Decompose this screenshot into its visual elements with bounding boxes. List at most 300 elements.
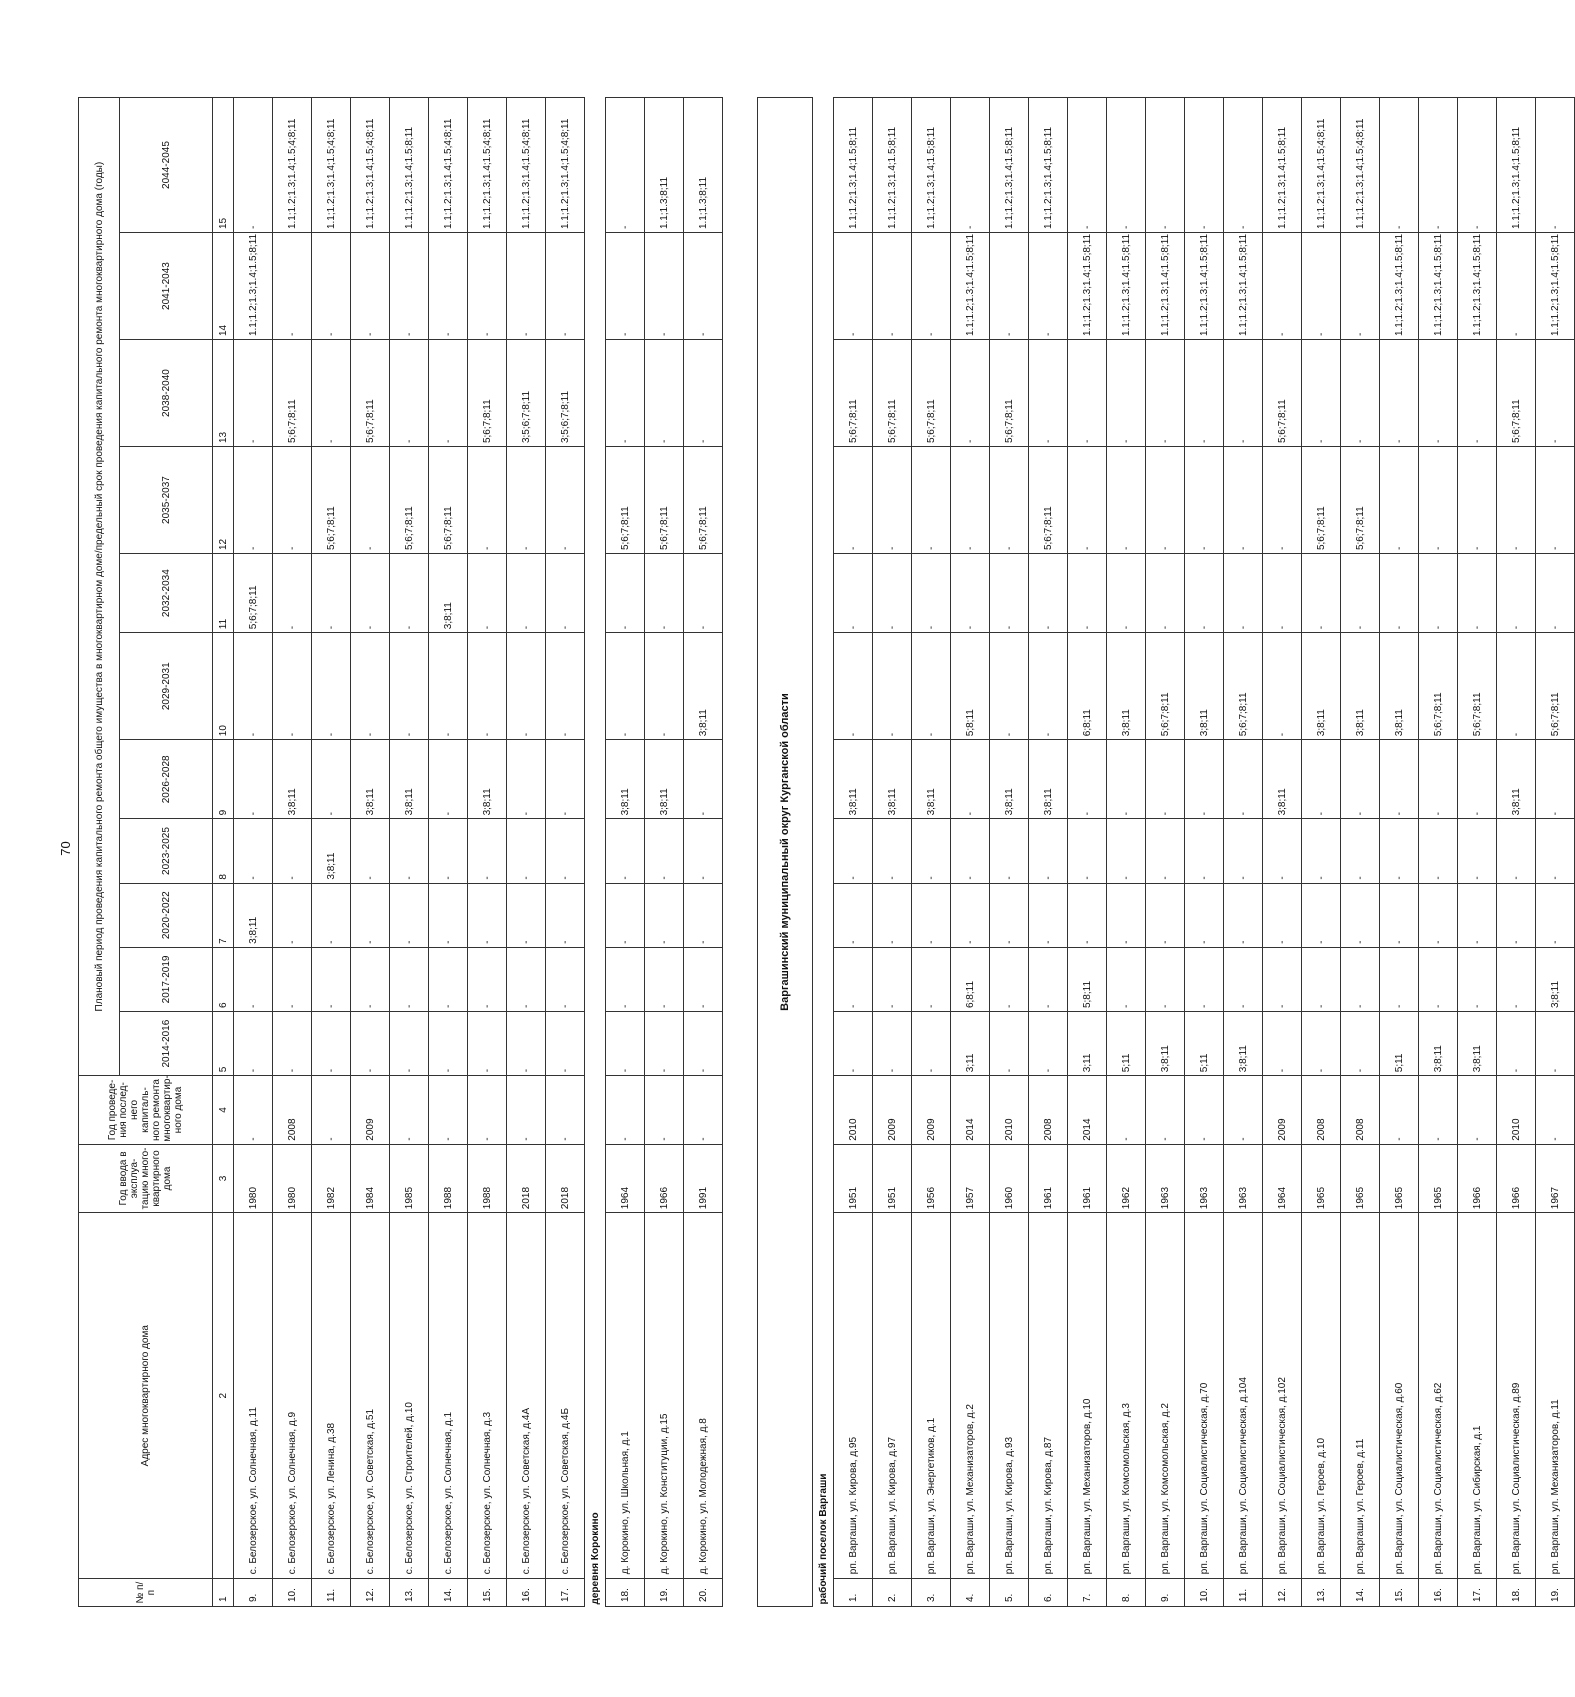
- row-number: 11.: [1224, 1579, 1263, 1607]
- row-number: 8.: [1107, 1579, 1146, 1607]
- row-period-cell: -: [1107, 98, 1146, 233]
- column-number: 4: [213, 1076, 234, 1144]
- row-last-repair: -: [429, 1076, 468, 1144]
- row-year-built: 1982: [312, 1144, 351, 1212]
- row-period-cell: -: [606, 947, 645, 1011]
- row-period-cell: 5;6;7;8;11: [1302, 447, 1341, 554]
- row-period-cell: -: [1224, 819, 1263, 883]
- row-period-cell: 6;8;11: [951, 947, 990, 1011]
- row-period-cell: -: [1068, 740, 1107, 819]
- row-period-cell: -: [1263, 554, 1302, 633]
- row-period-cell: -: [912, 947, 951, 1011]
- row-period-cell: -: [351, 633, 390, 740]
- row-period-cell: -: [312, 340, 351, 447]
- row-address: рп. Варгаши, ул. Механизаторов, д.10: [1068, 1213, 1107, 1579]
- row-period-cell: 3;8;11: [429, 554, 468, 633]
- row-period-cell: -: [1029, 819, 1068, 883]
- row-period-cell: 5;8;11: [1068, 947, 1107, 1011]
- row-period-cell: 1.1;1.2;1.3;1.4;1.5;8;11: [834, 98, 873, 233]
- row-period-cell: -: [1146, 819, 1185, 883]
- row-period-cell: 3;8;11: [1263, 740, 1302, 819]
- row-period-cell: 1.1;1.2;1.3;1.4;1.5;8;11: [234, 233, 273, 340]
- row-period-cell: -: [390, 633, 429, 740]
- row-period-cell: 6;8;11: [1068, 633, 1107, 740]
- row-year-built: 1965: [1341, 1144, 1380, 1212]
- row-period-cell: -: [1068, 447, 1107, 554]
- row-period-cell: -: [684, 947, 723, 1011]
- header-period: 2020-2022: [120, 883, 213, 947]
- row-period-cell: 1.1;1.2;1.3;1.4;1.5;8;11: [1536, 233, 1575, 340]
- row-period-cell: -: [1107, 340, 1146, 447]
- row-period-cell: -: [645, 883, 684, 947]
- row-period-cell: -: [606, 1012, 645, 1076]
- row-period-cell: -: [1224, 98, 1263, 233]
- table-row: [912, 98, 951, 1607]
- row-address: рп. Варгаши, ул. Кирова, д.95: [834, 1213, 873, 1579]
- row-period-cell: -: [1497, 819, 1536, 883]
- row-period-cell: 3;5;6;7;8;11: [546, 340, 585, 447]
- row-period-cell: -: [468, 447, 507, 554]
- row-last-repair: -: [390, 1076, 429, 1144]
- row-period-cell: 3;8;11: [1341, 633, 1380, 740]
- row-address: с. Белозерское, ул. Солнечная, д.1: [429, 1213, 468, 1579]
- row-period-cell: -: [873, 447, 912, 554]
- row-address: рп. Варгаши, ул. Социалистическая, д.60: [1380, 1213, 1419, 1579]
- row-period-cell: -: [390, 1012, 429, 1076]
- row-year-built: 1965: [1419, 1144, 1458, 1212]
- row-period-cell: -: [951, 447, 990, 554]
- row-period-cell: 1.1;1.2;1.3;1.4;1.5;4;8;11: [546, 98, 585, 233]
- row-period-cell: -: [1536, 447, 1575, 554]
- row-period-cell: 3;8;11: [990, 740, 1029, 819]
- row-period-cell: -: [1341, 233, 1380, 340]
- row-number: 15.: [1380, 1579, 1419, 1607]
- row-period-cell: -: [1380, 340, 1419, 447]
- header-period: 2029-2031: [120, 633, 213, 740]
- row-period-cell: -: [684, 819, 723, 883]
- row-period-cell: -: [273, 883, 312, 947]
- row-period-cell: -: [312, 233, 351, 340]
- row-year-built: 1964: [606, 1144, 645, 1212]
- row-last-repair: 2008: [1029, 1076, 1068, 1144]
- header-period: 2026-2028: [120, 740, 213, 819]
- row-year-built: 1960: [990, 1144, 1029, 1212]
- row-period-cell: -: [429, 633, 468, 740]
- row-period-cell: -: [507, 1012, 546, 1076]
- row-period-cell: -: [1224, 883, 1263, 947]
- row-period-cell: -: [990, 633, 1029, 740]
- row-period-cell: -: [1419, 554, 1458, 633]
- section-heading: деревня Корокино: [585, 98, 606, 1607]
- row-number: 11.: [312, 1579, 351, 1607]
- row-period-cell: -: [273, 947, 312, 1011]
- row-last-repair: -: [234, 1076, 273, 1144]
- row-period-cell: -: [429, 883, 468, 947]
- row-last-repair: 2010: [1497, 1076, 1536, 1144]
- row-period-cell: 5;6;7;8;11: [645, 447, 684, 554]
- row-period-cell: -: [873, 233, 912, 340]
- row-period-cell: -: [912, 554, 951, 633]
- column-number-row: [213, 98, 234, 1607]
- table-row: [468, 98, 507, 1607]
- row-period-cell: -: [1536, 1012, 1575, 1076]
- row-address: д. Корокино, ул. Школьная, д.1: [606, 1213, 645, 1579]
- row-address: рп. Варгаши, ул. Комсомольская, д.2: [1146, 1213, 1185, 1579]
- row-last-repair: 2014: [951, 1076, 990, 1144]
- row-period-cell: -: [1263, 819, 1302, 883]
- row-year-built: 1980: [234, 1144, 273, 1212]
- row-number: 18.: [1497, 1579, 1536, 1607]
- row-period-cell: -: [684, 1012, 723, 1076]
- row-address: рп. Варгаши, ул. Социалистическая, д.62: [1419, 1213, 1458, 1579]
- row-period-cell: -: [312, 740, 351, 819]
- row-period-cell: -: [951, 740, 990, 819]
- row-period-cell: -: [468, 883, 507, 947]
- row-last-repair: 2010: [990, 1076, 1029, 1144]
- row-period-cell: -: [1146, 947, 1185, 1011]
- row-address: с. Белозерское, ул. Советская, д.51: [351, 1213, 390, 1579]
- row-period-cell: 3;8;11: [873, 740, 912, 819]
- row-period-cell: -: [312, 1012, 351, 1076]
- row-period-cell: -: [1146, 447, 1185, 554]
- row-period-cell: -: [546, 947, 585, 1011]
- row-period-cell: 5;6;7;8;11: [1146, 633, 1185, 740]
- row-period-cell: 1.1;1.2;1.3;1.4;1.5;8;11: [873, 98, 912, 233]
- row-period-cell: -: [390, 883, 429, 947]
- row-number: 2.: [873, 1579, 912, 1607]
- row-period-cell: -: [1497, 554, 1536, 633]
- row-period-cell: -: [1536, 98, 1575, 233]
- row-period-cell: -: [990, 233, 1029, 340]
- row-period-cell: -: [990, 554, 1029, 633]
- row-period-cell: -: [990, 883, 1029, 947]
- row-period-cell: 1.1;1.2;1.3;1.4;1.5;4;8;11: [312, 98, 351, 233]
- row-year-built: 1956: [912, 1144, 951, 1212]
- row-last-repair: 2009: [912, 1076, 951, 1144]
- row-last-repair: -: [546, 1076, 585, 1144]
- row-last-repair: -: [1380, 1076, 1419, 1144]
- row-period-cell: -: [606, 233, 645, 340]
- table-row: [390, 98, 429, 1607]
- row-period-cell: 1.1;1.2;1.3;1.4;1.5;8;11: [1185, 233, 1224, 340]
- row-period-cell: -: [1029, 1012, 1068, 1076]
- table-row: [1380, 98, 1419, 1607]
- row-period-cell: -: [429, 819, 468, 883]
- row-number: 7.: [1068, 1579, 1107, 1607]
- row-last-repair: -: [1419, 1076, 1458, 1144]
- row-period-cell: -: [234, 819, 273, 883]
- header-period: 2032-2034: [120, 554, 213, 633]
- row-period-cell: -: [1341, 819, 1380, 883]
- row-period-cell: -: [507, 819, 546, 883]
- row-period-cell: -: [546, 554, 585, 633]
- row-address: с. Белозерское, ул. Ленина, д.38: [312, 1213, 351, 1579]
- row-last-repair: 2008: [1302, 1076, 1341, 1144]
- header-period: 2035-2037: [120, 447, 213, 554]
- row-period-cell: 5;6;7;8;11: [1224, 633, 1263, 740]
- header-col-last-repair: Год проведе-ния послед-него капиталь-ного ремонта многоквартир-ного дома: [79, 1076, 213, 1144]
- row-period-cell: 1.1;1.3;8;11: [645, 98, 684, 233]
- row-year-built: 1966: [645, 1144, 684, 1212]
- row-period-cell: -: [546, 1012, 585, 1076]
- row-period-cell: 5;6;7;8;11: [1029, 447, 1068, 554]
- table-row: [1263, 98, 1302, 1607]
- table-row: [1341, 98, 1380, 1607]
- row-period-cell: -: [1263, 1012, 1302, 1076]
- row-period-cell: -: [990, 819, 1029, 883]
- row-period-cell: 5;6;7;8;11: [1341, 447, 1380, 554]
- table-row: [546, 98, 585, 1607]
- column-number: 11: [213, 554, 234, 633]
- table-row: [606, 98, 645, 1607]
- row-period-cell: -: [390, 819, 429, 883]
- row-year-built: 1951: [834, 1144, 873, 1212]
- row-period-cell: -: [429, 233, 468, 340]
- row-period-cell: -: [273, 233, 312, 340]
- row-period-cell: -: [645, 947, 684, 1011]
- row-period-cell: -: [834, 883, 873, 947]
- row-period-cell: -: [1341, 883, 1380, 947]
- column-number: 1: [213, 1579, 234, 1607]
- row-period-cell: -: [1497, 633, 1536, 740]
- row-period-cell: -: [507, 233, 546, 340]
- table-body: [234, 98, 1575, 1607]
- row-period-cell: -: [234, 340, 273, 447]
- row-year-built: 1967: [1536, 1144, 1575, 1212]
- row-period-cell: 1.1;1.2;1.3;1.4;1.5;8;11: [1107, 233, 1146, 340]
- row-period-cell: -: [507, 554, 546, 633]
- row-period-cell: -: [1068, 98, 1107, 233]
- row-period-cell: -: [1068, 819, 1107, 883]
- row-number: 10.: [273, 1579, 312, 1607]
- row-period-cell: -: [468, 1012, 507, 1076]
- row-period-cell: -: [1380, 819, 1419, 883]
- row-period-cell: -: [1263, 447, 1302, 554]
- row-period-cell: -: [1341, 947, 1380, 1011]
- row-period-cell: -: [606, 340, 645, 447]
- row-last-repair: 2008: [1341, 1076, 1380, 1144]
- row-period-cell: 5;6;7;8;11: [1419, 633, 1458, 740]
- row-period-cell: -: [390, 554, 429, 633]
- row-last-repair: 2014: [1068, 1076, 1107, 1144]
- row-period-cell: -: [1185, 98, 1224, 233]
- table-row: [1146, 98, 1185, 1607]
- row-number: 20.: [684, 1579, 723, 1607]
- column-number: 14: [213, 233, 234, 340]
- row-period-cell: -: [273, 447, 312, 554]
- row-period-cell: -: [645, 554, 684, 633]
- row-period-cell: -: [606, 633, 645, 740]
- section-heading-row: [813, 98, 834, 1607]
- row-address: с. Белозерское, ул. Солнечная, д.11: [234, 1213, 273, 1579]
- row-period-cell: 1.1;1.2;1.3;1.4;1.5;4;8;11: [1302, 98, 1341, 233]
- row-period-cell: -: [873, 819, 912, 883]
- table-row: [1068, 98, 1107, 1607]
- row-number: 16.: [507, 1579, 546, 1607]
- row-number: 14.: [429, 1579, 468, 1607]
- row-period-cell: -: [312, 554, 351, 633]
- row-period-cell: 3;8;11: [1419, 1012, 1458, 1076]
- row-period-cell: -: [834, 1012, 873, 1076]
- row-period-cell: -: [606, 883, 645, 947]
- row-period-cell: 5;6;7;8;11: [468, 340, 507, 447]
- column-number: 15: [213, 98, 234, 233]
- row-period-cell: -: [507, 883, 546, 947]
- row-period-cell: -: [1302, 740, 1341, 819]
- row-period-cell: -: [1302, 947, 1341, 1011]
- row-period-cell: -: [1341, 1012, 1380, 1076]
- row-year-built: 1951: [873, 1144, 912, 1212]
- row-year-built: 1991: [684, 1144, 723, 1212]
- row-period-cell: -: [1419, 883, 1458, 947]
- row-period-cell: 1.1;1.2;1.3;1.4;1.5;8;11: [1263, 98, 1302, 233]
- row-period-cell: -: [1302, 1012, 1341, 1076]
- row-period-cell: -: [1107, 554, 1146, 633]
- row-period-cell: -: [1458, 447, 1497, 554]
- table-row: [684, 98, 723, 1607]
- row-period-cell: -: [1536, 554, 1575, 633]
- row-period-cell: 3;8;11: [234, 883, 273, 947]
- row-address: рп. Варгаши, ул. Социалистическая, д.102: [1263, 1213, 1302, 1579]
- row-last-repair: -: [1224, 1076, 1263, 1144]
- row-period-cell: -: [1107, 447, 1146, 554]
- row-period-cell: -: [1146, 98, 1185, 233]
- column-number: 7: [213, 883, 234, 947]
- row-period-cell: -: [312, 633, 351, 740]
- row-period-cell: -: [468, 947, 507, 1011]
- row-period-cell: -: [468, 554, 507, 633]
- row-period-cell: -: [912, 883, 951, 947]
- row-period-cell: -: [546, 883, 585, 947]
- row-period-cell: -: [1185, 554, 1224, 633]
- row-address: рп. Варгаши, ул. Сибирская, д.1: [1458, 1213, 1497, 1579]
- row-period-cell: 3;8;11: [351, 740, 390, 819]
- row-address: рп. Варгаши, ул. Социалистическая, д.104: [1224, 1213, 1263, 1579]
- row-period-cell: 1.1;1.2;1.3;1.4;1.5;8;11: [951, 233, 990, 340]
- row-period-cell: -: [1185, 740, 1224, 819]
- row-period-cell: 5;6;7;8;11: [684, 447, 723, 554]
- table-row: [990, 98, 1029, 1607]
- row-period-cell: -: [1458, 340, 1497, 447]
- row-last-repair: -: [1536, 1076, 1575, 1144]
- row-year-built: 1963: [1185, 1144, 1224, 1212]
- row-period-cell: -: [1107, 740, 1146, 819]
- row-period-cell: -: [507, 447, 546, 554]
- row-period-cell: -: [684, 883, 723, 947]
- row-year-built: 1963: [1224, 1144, 1263, 1212]
- row-period-cell: -: [1380, 447, 1419, 554]
- table-row: [429, 98, 468, 1607]
- row-year-built: 1984: [351, 1144, 390, 1212]
- row-period-cell: -: [1029, 883, 1068, 947]
- row-period-cell: 1.1;1.2;1.3;1.4;1.5;8;11: [390, 98, 429, 233]
- row-period-cell: -: [1341, 554, 1380, 633]
- row-period-cell: -: [273, 633, 312, 740]
- row-period-cell: 5;6;7;8;11: [351, 340, 390, 447]
- row-address: с. Белозерское, ул. Строителей, д.10: [390, 1213, 429, 1579]
- row-period-cell: -: [1302, 819, 1341, 883]
- row-period-cell: -: [1380, 554, 1419, 633]
- row-period-cell: -: [546, 740, 585, 819]
- row-number: 15.: [468, 1579, 507, 1607]
- table-row: [1419, 98, 1458, 1607]
- row-year-built: 1966: [1458, 1144, 1497, 1212]
- row-period-cell: -: [1224, 740, 1263, 819]
- row-period-cell: -: [468, 633, 507, 740]
- header-col-year-built: Год ввода в эксплуа-тацию много-квартирного дома: [79, 1144, 213, 1212]
- row-period-cell: -: [234, 447, 273, 554]
- row-period-cell: -: [390, 340, 429, 447]
- row-period-cell: 1.1;1.2;1.3;1.4;1.5;8;11: [1146, 233, 1185, 340]
- row-period-cell: -: [546, 633, 585, 740]
- column-number: 2: [213, 1213, 234, 1579]
- row-period-cell: -: [645, 819, 684, 883]
- row-address: рп. Варгаши, ул. Механизаторов, д.2: [951, 1213, 990, 1579]
- row-period-cell: -: [390, 233, 429, 340]
- row-period-cell: 5;6;7;8;11: [429, 447, 468, 554]
- row-period-cell: -: [1302, 340, 1341, 447]
- row-number: 18.: [606, 1579, 645, 1607]
- row-year-built: 1961: [1029, 1144, 1068, 1212]
- row-period-cell: -: [1536, 883, 1575, 947]
- row-period-cell: 5;6;7;8;11: [606, 447, 645, 554]
- row-period-cell: 5;6;7;8;11: [312, 447, 351, 554]
- header-planned-group: Плановый период проведения капитального ремонта общего имущества в многоквартирном доме/предельный срок проведения капитального ремонта многоквартирного дома (годы): [79, 98, 120, 1076]
- header-period: 2041-2043: [120, 233, 213, 340]
- row-last-repair: 2009: [1263, 1076, 1302, 1144]
- row-period-cell: -: [645, 633, 684, 740]
- row-period-cell: -: [990, 947, 1029, 1011]
- row-period-cell: -: [1419, 947, 1458, 1011]
- row-period-cell: -: [951, 98, 990, 233]
- row-period-cell: 3;8;11: [468, 740, 507, 819]
- row-period-cell: 5;11: [1380, 1012, 1419, 1076]
- row-period-cell: 1.1;1.2;1.3;1.4;1.5;8;11: [912, 98, 951, 233]
- table-row: [873, 98, 912, 1607]
- row-period-cell: -: [546, 233, 585, 340]
- row-period-cell: -: [1458, 98, 1497, 233]
- row-period-cell: -: [273, 554, 312, 633]
- row-period-cell: 5;8;11: [951, 633, 990, 740]
- row-period-cell: 1.1;1.2;1.3;1.4;1.5;8;11: [1458, 233, 1497, 340]
- row-period-cell: -: [1263, 883, 1302, 947]
- column-number: 5: [213, 1012, 234, 1076]
- row-address: с. Белозерское, ул. Солнечная, д.9: [273, 1213, 312, 1579]
- row-period-cell: -: [1029, 233, 1068, 340]
- row-period-cell: -: [234, 633, 273, 740]
- row-period-cell: -: [507, 947, 546, 1011]
- row-last-repair: 2009: [351, 1076, 390, 1144]
- row-address: рп. Варгаши, ул. Социалистическая, д.70: [1185, 1213, 1224, 1579]
- row-period-cell: -: [273, 1012, 312, 1076]
- row-number: 3.: [912, 1579, 951, 1607]
- row-period-cell: -: [1458, 740, 1497, 819]
- row-period-cell: -: [1458, 947, 1497, 1011]
- row-period-cell: 1.1;1.2;1.3;1.4;1.5;8;11: [1068, 233, 1107, 340]
- repair-schedule-table: [78, 97, 1575, 1607]
- table-row: [273, 98, 312, 1607]
- row-period-cell: 1.1;1.2;1.3;1.4;1.5;4;8;11: [507, 98, 546, 233]
- district-title: Варгашинский муниципальный округ Курганской области: [758, 98, 813, 1607]
- row-period-cell: -: [1107, 819, 1146, 883]
- row-address: д. Корокино, ул. Конституции, д.15: [645, 1213, 684, 1579]
- header-period: 2023-2025: [120, 819, 213, 883]
- row-period-cell: -: [873, 554, 912, 633]
- row-period-cell: -: [546, 819, 585, 883]
- row-period-cell: 3;8;11: [912, 740, 951, 819]
- row-period-cell: -: [1185, 947, 1224, 1011]
- column-number: 13: [213, 340, 234, 447]
